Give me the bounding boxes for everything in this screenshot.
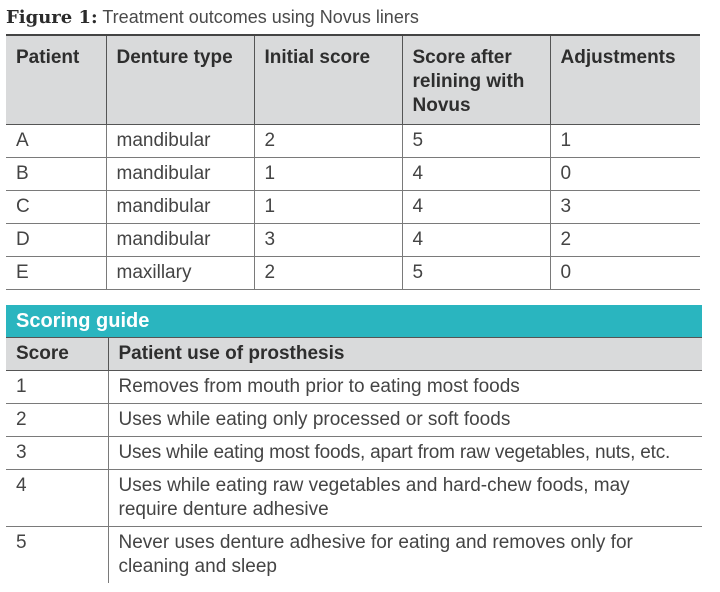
cell-adjustments: 0 [550, 158, 700, 191]
cell-adjustments: 2 [550, 224, 700, 257]
scoring-guide-banner [6, 305, 702, 338]
cell-initial-score: 1 [254, 191, 402, 224]
cell-score-after: 4 [402, 191, 550, 224]
cell-description: Removes from mouth prior to eating most foods [108, 371, 702, 404]
scoring-guide-table [6, 305, 702, 583]
cell-adjustments: 0 [550, 257, 700, 290]
cell-denture-type: mandibular [106, 158, 254, 191]
figure-label: Figure 1: [6, 7, 98, 28]
cell-denture-type: mandibular [106, 125, 254, 158]
cell-description: Uses while eating raw vegetables and hard-chew foods, may require denture adhesive [108, 470, 702, 527]
cell-description: Uses while eating most foods, apart from raw vegetables, nuts, etc. [108, 437, 702, 470]
table-row [6, 257, 700, 290]
cell-score: 3 [6, 437, 108, 470]
cell-description: Never uses denture adhesive for eating and removes only for cleaning and sleep [108, 527, 702, 584]
cell-patient: C [6, 191, 106, 224]
cell-patient: E [6, 257, 106, 290]
table-row [6, 371, 702, 404]
cell-initial-score: 1 [254, 158, 402, 191]
table-row [6, 527, 702, 584]
col-header-score-after: Score after relining with Novus [402, 35, 550, 125]
guide-header-row [6, 338, 702, 371]
table-row [6, 470, 702, 527]
cell-score-after: 5 [402, 125, 550, 158]
cell-score: 2 [6, 404, 108, 437]
col-header-score: Score [6, 338, 108, 371]
col-header-patient-use: Patient use of prosthesis [108, 338, 702, 371]
table-row [6, 437, 702, 470]
figure-caption [6, 6, 419, 29]
table-row [6, 158, 700, 191]
cell-adjustments: 3 [550, 191, 700, 224]
outcomes-header-row [6, 35, 700, 125]
cell-adjustments: 1 [550, 125, 700, 158]
cell-denture-type: maxillary [106, 257, 254, 290]
cell-initial-score: 3 [254, 224, 402, 257]
cell-score-after: 4 [402, 224, 550, 257]
cell-score: 1 [6, 371, 108, 404]
col-header-patient: Patient [6, 35, 106, 125]
figure-title: Treatment outcomes using Novus liners [102, 7, 419, 27]
cell-denture-type: mandibular [106, 224, 254, 257]
cell-score: 5 [6, 527, 108, 584]
col-header-initial-score: Initial score [254, 35, 402, 125]
cell-patient: B [6, 158, 106, 191]
cell-denture-type: mandibular [106, 191, 254, 224]
table-row [6, 191, 700, 224]
cell-patient: A [6, 125, 106, 158]
treatment-outcomes-table [6, 34, 700, 290]
cell-description: Uses while eating only processed or soft foods [108, 404, 702, 437]
col-header-adjustments: Adjustments [550, 35, 700, 125]
table-row [6, 125, 700, 158]
table-row [6, 224, 700, 257]
table-row [6, 404, 702, 437]
cell-score-after: 5 [402, 257, 550, 290]
cell-initial-score: 2 [254, 257, 402, 290]
scoring-guide-title: Scoring guide [6, 305, 702, 338]
cell-patient: D [6, 224, 106, 257]
cell-initial-score: 2 [254, 125, 402, 158]
cell-score-after: 4 [402, 158, 550, 191]
col-header-denture-type: Denture type [106, 35, 254, 125]
cell-score: 4 [6, 470, 108, 527]
